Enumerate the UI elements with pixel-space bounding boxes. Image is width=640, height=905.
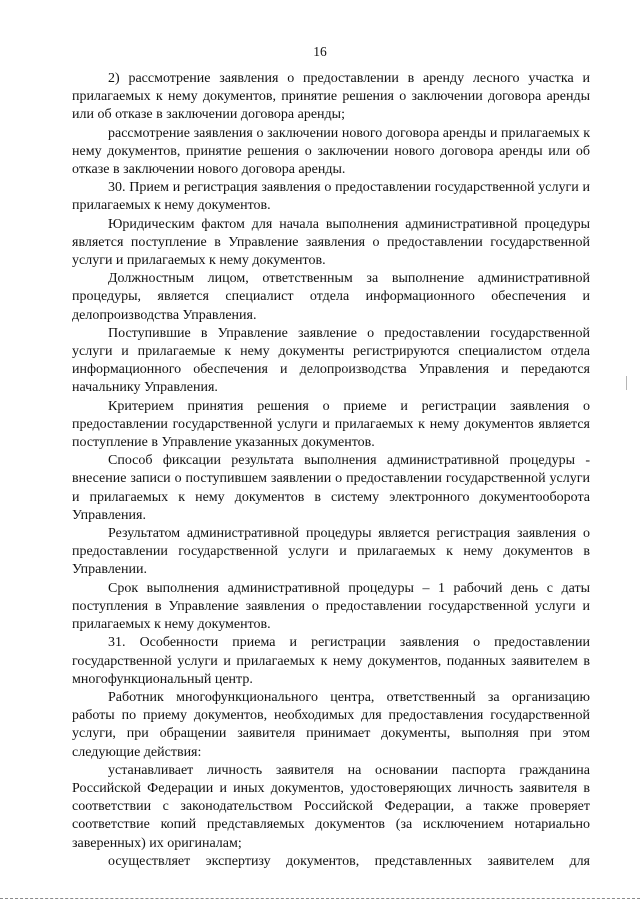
paragraph: Результатом административной процедуры является регистрация заявления о предоставлении государственной услуги и прилагаемых к нему документов в Управлении.: [72, 526, 590, 578]
paragraph: устанавливает личность заявителя на основании паспорта гражданина Российской Федерации и иных документов, удостоверяющих личность заявителя в соответствии с законодательством Российской Федерации, а также проверяет соответствие копий представляемых документов (за исключением нотариально заверенных) их оригиналам;: [72, 762, 590, 851]
paragraph: рассмотрение заявления о заключении нового договора аренды и прилагаемых к нему документов, принятие решения о заключении нового договора аренды или об отказе в заключении нового договора аренды.: [72, 125, 590, 178]
paragraph: 2) рассмотрение заявления о предоставлении в аренду лесного участка и прилагаемых к нему документов, принятие решения о заключении договора аренды или об отказе в заключении договора аренды;: [72, 71, 590, 123]
page-number: 16: [313, 44, 327, 59]
paragraph: Должностным лицом, ответственным за выполнение административной процедуры, является специалист отдела информационного обеспечения и делопроизводства Управления.: [72, 271, 590, 323]
scan-bottom-edge-line: [0, 898, 640, 899]
paragraph: Юридическим фактом для начала выполнения административной процедуры является поступление в Управление заявления о предоставлении государственной услуги и прилагаемых к нему документов.: [72, 216, 590, 269]
paragraph: 31. Особенности приема и регистрации заявления о предоставлении государственной услуги и прилагаемых к нему документов, поданных заявителем в многофункциональный центр.: [72, 635, 590, 687]
paragraph-last-line: осуществляет экспертизу документов, представленных заявителем для: [108, 853, 590, 869]
paragraph: Критерием принятия решения о приеме и регистрации заявления о предоставлении государственной услуги и прилагаемых к нему документов является поступление в Управление указанных документов.: [72, 398, 590, 451]
paragraph: 30. Прием и регистрация заявления о предоставлении государственной услуги и прилагаемых к нему документов.: [72, 180, 590, 214]
paragraph: Срок выполнения административной процедуры – 1 рабочий день с даты поступления в Управление заявления о предоставлении государственной услуги и прилагаемых к нему документов.: [72, 580, 590, 633]
paragraph: Поступившие в Управление заявление о предоставлении государственной услуги и прилагаемые к нему документы регистрируются специалистом отдела информационного обеспечения и делопроизводства Управления и передаются начальнику Управления.: [72, 325, 590, 396]
scan-edge-mark: [626, 376, 627, 390]
paragraph: Работник многофункционального центра, ответственный за организацию работы по приему документов, необходимых для предоставления государственной услуги, при обращении заявителя принимает документы, выполняя при этом следующие действия:: [72, 689, 590, 760]
document-body: [72, 70, 590, 871]
paragraph: Способ фиксации результата выполнения административной процедуры - внесение записи о поступившем заявлении о предоставлении государственной услуги и прилагаемых к нему документов в систему электронного документооборота Управления.: [72, 453, 590, 523]
